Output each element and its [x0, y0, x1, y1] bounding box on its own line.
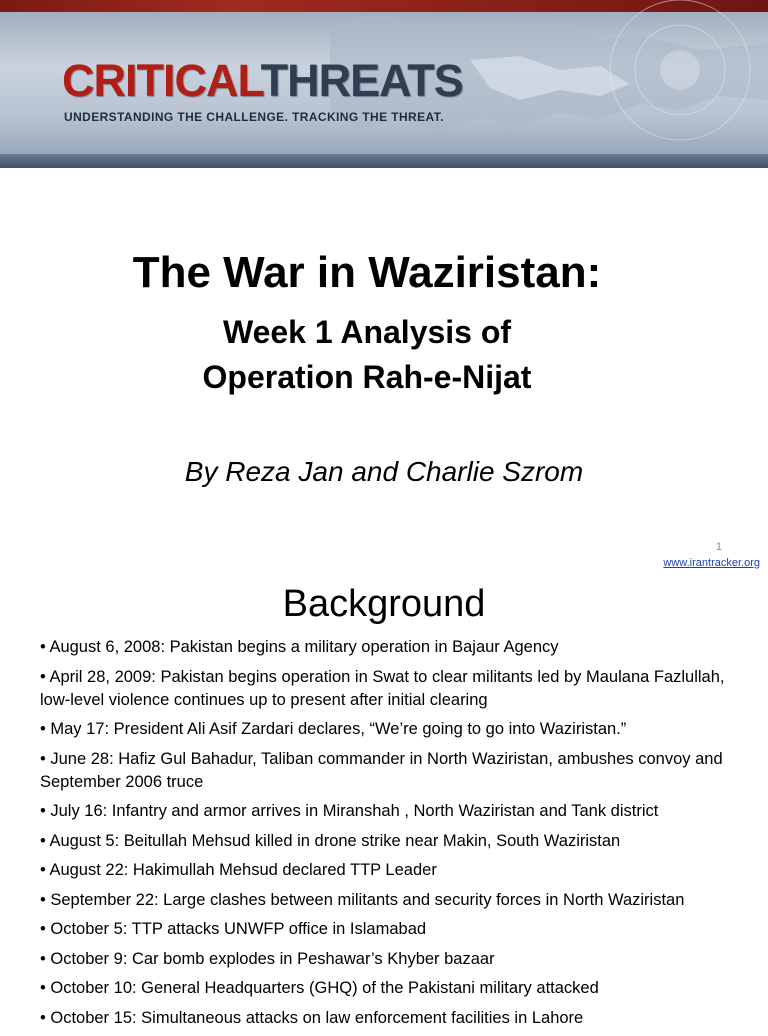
list-item: • July 16: Infantry and armor arrives in Miranshah , North Waziristan and Tank district	[40, 802, 659, 820]
brand-logo	[62, 56, 463, 106]
brand-logo-part1: CRITICAL	[62, 55, 261, 106]
list-item: • October 15: Simultaneous attacks on law enforcement facilities in Lahore	[40, 1008, 584, 1027]
page-number: 1	[715, 541, 722, 553]
brand-logo-part2: THREATS	[260, 55, 463, 106]
list-item: • June 28: Hafiz Gul Bahadur, Taliban commander in North Waziristan, ambushes convoy and September 2006 truce	[40, 749, 723, 791]
section-heading: Background	[282, 583, 486, 625]
page-title: The War in Waziristan:	[132, 248, 602, 297]
banner-bottom-strip	[0, 154, 768, 168]
list-item: • May 17: President Ali Asif Zardari declares, “We’re going to go into Waziristan.”	[40, 720, 627, 738]
website-link[interactable]: www.irantracker.org	[663, 557, 760, 569]
list-item: • October 9: Car bomb explodes in Peshawar’s Khyber bazaar	[40, 949, 495, 968]
subtitle-line-1: Week 1 Analysis of	[222, 314, 512, 350]
list-item: • August 22: Hakimullah Mehsud declared TTP Leader	[40, 861, 437, 879]
background-timeline-list	[40, 636, 740, 1036]
list-item: • September 22: Large clashes between militants and security forces in North Waziristan	[40, 890, 685, 909]
header-banner	[0, 0, 768, 168]
list-item: • August 6, 2008: Pakistan begins a military operation in Bajaur Agency	[40, 638, 559, 656]
author-byline: By Reza Jan and Charlie Szrom	[184, 456, 584, 487]
page-subtitle	[0, 310, 734, 400]
list-item: • October 10: General Headquarters (GHQ) of the Pakistani military attacked	[40, 979, 599, 997]
subtitle-line-2: Operation Rah-e-Nijat	[202, 359, 532, 395]
brand-tagline: UNDERSTANDING THE CHALLENGE. TRACKING THE THREAT.	[64, 110, 444, 124]
list-item: • April 28, 2009: Pakistan begins operation in Swat to clear militants led by Maulana Fazlullah, low-level violence continues up to present after initial clearing	[40, 667, 725, 709]
list-item: • August 5: Beitullah Mehsud killed in drone strike near Makin, South Waziristan	[40, 831, 621, 850]
list-item: • October 5: TTP attacks UNWFP office in Islamabad	[40, 920, 427, 938]
